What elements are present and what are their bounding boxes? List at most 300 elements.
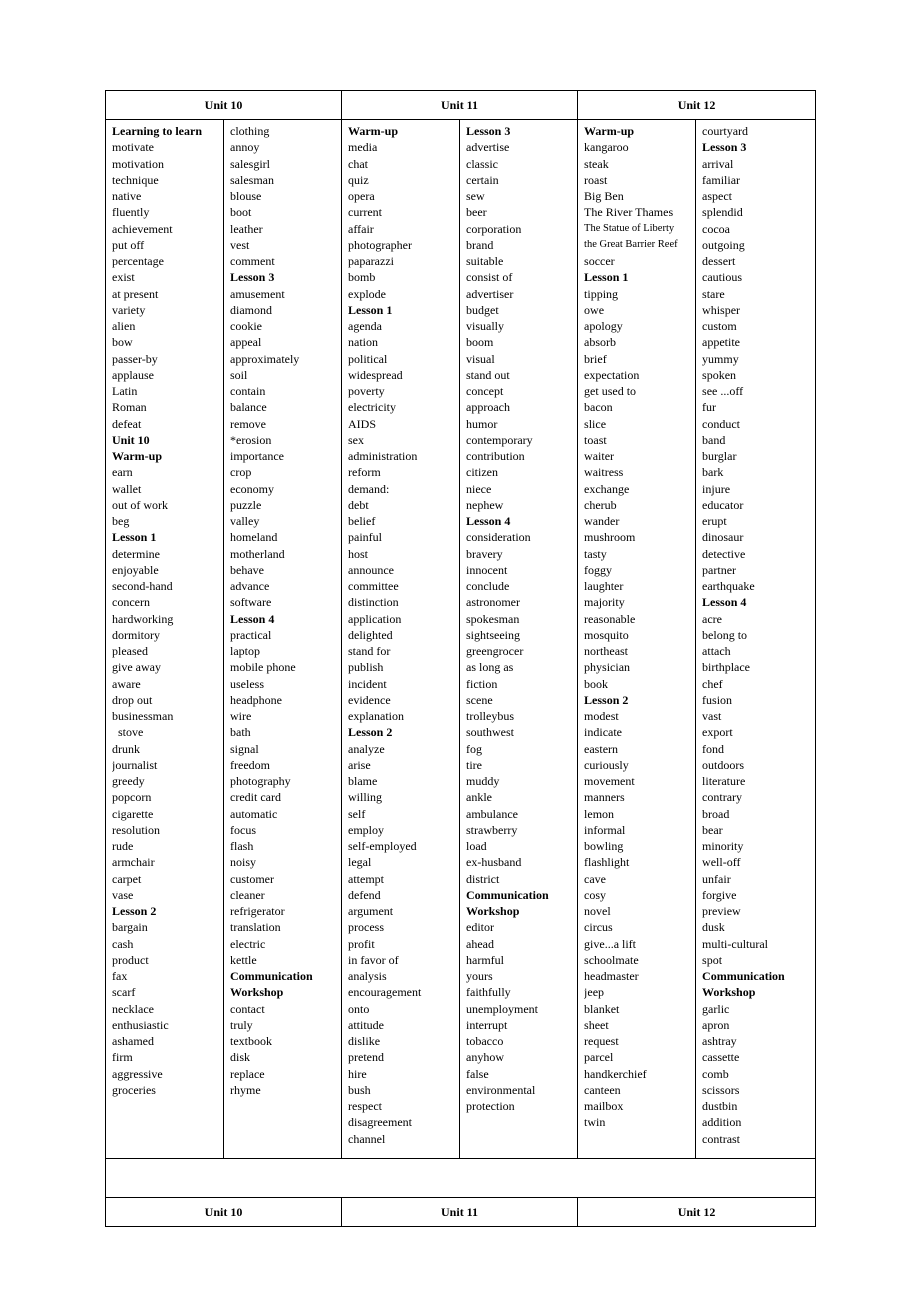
vocab-word: novel (584, 904, 611, 918)
vocab-word: tire (466, 757, 483, 772)
vocab-word: mobile phone (230, 660, 296, 675)
vocab-word: ashamed (112, 1034, 154, 1048)
vocab-word: current (348, 205, 382, 220)
vocab-word: necklace (112, 1001, 154, 1016)
vocab-word: contain (230, 384, 266, 398)
section-heading: Learning to learn (112, 124, 202, 138)
vocab-word: informal (584, 822, 626, 837)
vocab-word: leather (230, 221, 263, 236)
vocab-word: scissors (702, 1082, 740, 1097)
vocab-word: get used to (584, 384, 637, 398)
vocab-word: circus (584, 920, 613, 935)
vocab-word: dormitory (112, 627, 160, 642)
vocab-word: partner (702, 562, 737, 577)
vocab-word: reasonable (584, 611, 636, 626)
vocab-word: apology (584, 319, 623, 333)
section-heading: Communication (466, 887, 549, 902)
vocab-word: fur (702, 400, 717, 415)
vocab-word: corporation (466, 221, 522, 236)
section-heading: Warm-up (112, 449, 163, 463)
vocab-word: amusement (230, 286, 285, 301)
vocabulary-table (105, 90, 816, 1227)
vocab-word: chef (702, 676, 723, 691)
vocab-word: signal (230, 741, 259, 756)
vocab-word: drop out (112, 692, 153, 707)
vocab-word: see ...off (702, 384, 744, 398)
vocab-word: cassette (702, 1050, 740, 1065)
section-heading: Workshop (702, 985, 756, 1000)
vocab-word: protection (466, 1099, 515, 1113)
vocab-word: nation (348, 335, 379, 350)
vocab-word: textbook (230, 1034, 272, 1048)
vocab-word: blouse (230, 189, 262, 203)
vocab-word: boom (466, 335, 494, 350)
vocab-word: defend (348, 887, 381, 902)
vocab-word: contrast (702, 1131, 741, 1146)
vocab-word: bomb (348, 270, 376, 285)
vocab-word: dusk (702, 920, 725, 935)
vocab-word: schoolmate (584, 952, 639, 967)
section-heading: Lesson 4 (230, 611, 275, 626)
vocab-word: diamond (230, 302, 272, 317)
vocab-word: modest (584, 709, 619, 723)
vocab-word: educator (702, 497, 744, 512)
vocab-word: blanket (584, 1001, 620, 1016)
vocab-word: truly (230, 1017, 253, 1032)
vocab-word: tobacco (466, 1034, 504, 1048)
vocab-word: cocoa (702, 221, 731, 236)
vocab-word: yummy (702, 351, 739, 366)
vocab-word: poverty (348, 384, 385, 398)
vocab-word: Latin (112, 384, 138, 398)
vocab-word: delighted (348, 627, 393, 642)
vocab-word: bear (702, 822, 723, 837)
word-column-5 (578, 120, 696, 1159)
vocab-word: rhyme (230, 1082, 261, 1097)
vocab-word: environmental (466, 1082, 536, 1097)
vocab-word: behave (230, 562, 264, 577)
vocab-word: flash (230, 839, 254, 853)
vocab-word: erupt (702, 514, 727, 528)
vocab-word: crop (230, 465, 252, 480)
vocab-word: canteen (584, 1082, 621, 1097)
vocab-word: movement (584, 774, 635, 788)
vocab-word: humor (466, 416, 498, 431)
vocab-word: approach (466, 400, 510, 415)
vocab-word: cash (112, 936, 134, 951)
vocab-word: load (466, 839, 487, 853)
vocab-word: wander (584, 514, 620, 528)
spacer-row (106, 1159, 816, 1198)
vocab-word: homeland (230, 530, 278, 545)
vocab-word: photography (230, 774, 291, 788)
vocab-word: aware (112, 676, 141, 691)
vocab-word: willing (348, 790, 383, 805)
vocab-word: painful (348, 530, 383, 545)
vocab-word: scene (466, 692, 493, 707)
vocab-word: band (702, 432, 726, 447)
vocab-word: belief (348, 514, 376, 528)
section-heading: Communication (702, 969, 785, 983)
vocab-word: kettle (230, 952, 257, 967)
vocab-word: request (584, 1034, 619, 1048)
vocab-word: Roman (112, 400, 147, 415)
vocab-word: cave (584, 871, 607, 886)
vocab-word: respect (348, 1099, 382, 1113)
vocab-word: greedy (112, 774, 145, 788)
vocab-word: photographer (348, 237, 412, 252)
section-heading: Communication (230, 969, 313, 983)
vocab-word: minority (702, 839, 744, 853)
section-heading: Lesson 3 (702, 140, 747, 155)
vocab-word: self-employed (348, 839, 417, 853)
vocab-word: aspect (702, 189, 733, 203)
vocab-word: advance (230, 579, 270, 593)
vocab-word: district (466, 871, 500, 886)
vocab-word: ankle (466, 790, 493, 805)
vocab-word: slice (584, 416, 607, 431)
vocab-word: custom (702, 319, 737, 333)
vocab-word: dinosaur (702, 530, 744, 545)
vocab-word: dustbin (702, 1099, 738, 1113)
vocab-word: greengrocer (466, 644, 524, 658)
vocab-word: detective (702, 546, 746, 561)
vocab-word: self (348, 806, 366, 821)
vocab-word: stare (702, 286, 725, 301)
vocab-word: belong to (702, 627, 748, 642)
vocab-word: defeat (112, 416, 142, 431)
vocab-word: chat (348, 156, 369, 171)
vocab-word: hire (348, 1066, 367, 1081)
vocab-word: practical (230, 627, 272, 642)
vocab-word: earn (112, 465, 133, 480)
vocab-word: literature (702, 774, 746, 788)
section-heading: Lesson 4 (466, 514, 511, 528)
vocab-word: parcel (584, 1050, 614, 1065)
vocab-word: native (112, 189, 142, 203)
vocab-word: opera (348, 189, 375, 203)
vocab-word: spokesman (466, 611, 520, 626)
vocab-word: disagreement (348, 1115, 412, 1130)
vocab-word: cosy (584, 887, 607, 902)
vocab-word: visual (466, 351, 495, 366)
vocab-word: earthquake (702, 579, 755, 593)
vocab-word: bravery (466, 546, 503, 561)
vocab-word: legal (348, 855, 372, 870)
vocab-word: replace (230, 1066, 265, 1081)
vocab-word: electric (230, 936, 266, 951)
vocab-word: burglar (702, 449, 737, 463)
vocab-word: vest (230, 237, 250, 252)
vocab-word: groceries (112, 1082, 156, 1097)
unit-12-header: Unit 12 (578, 91, 816, 120)
vocab-word: affair (348, 221, 374, 236)
vocab-word: AIDS (348, 416, 377, 431)
vocab-word: bacon (584, 400, 613, 415)
vocab-word: onto (348, 1001, 370, 1016)
vocab-word: brief (584, 351, 607, 366)
vocab-word: stand for (348, 644, 391, 658)
vocab-word: laptop (230, 644, 260, 658)
vocab-word: analyze (348, 741, 385, 756)
vocab-word: electricity (348, 400, 396, 415)
vocab-word: southwest (466, 725, 515, 740)
vocab-word: headphone (230, 692, 282, 707)
vocab-word: arrival (702, 156, 734, 171)
vocab-word: wire (230, 709, 252, 723)
vocab-word: fusion (702, 692, 733, 707)
word-column-3 (342, 120, 460, 1159)
vocab-word: cigarette (112, 806, 154, 821)
vocab-word: explanation (348, 709, 404, 723)
vocab-word: manners (584, 790, 625, 805)
header-row (106, 91, 816, 120)
vocab-word: applause (112, 367, 154, 382)
vocab-word: whisper (702, 302, 741, 317)
vocab-word: bath (230, 725, 251, 740)
vocab-word: laughter (584, 579, 624, 593)
vocab-word: attitude (348, 1017, 385, 1032)
vocab-word: profit (348, 936, 375, 951)
vocab-word: encouragement (348, 985, 422, 1000)
vocab-word: fiction (466, 676, 498, 691)
vocab-word: as long as (466, 660, 514, 675)
section-heading: Lesson 3 (230, 270, 275, 285)
vocab-word: citizen (466, 465, 498, 480)
vocab-word: customer (230, 871, 274, 886)
section-heading: Lesson 3 (466, 124, 511, 138)
section-heading: Warm-up (584, 124, 635, 138)
vocab-word: apron (702, 1017, 730, 1032)
vocab-word: scarf (112, 985, 136, 1000)
vocab-word: noisy (230, 855, 257, 870)
vocab-word: in favor of (348, 952, 399, 967)
vocab-word: agenda (348, 319, 382, 333)
vocab-word: announce (348, 562, 394, 577)
vocab-word: toast (584, 432, 607, 447)
vocab-word: majority (584, 595, 625, 610)
vocab-word: focus (230, 822, 256, 837)
vocab-word: ashtray (702, 1034, 737, 1048)
vocab-word: blame (348, 774, 378, 788)
section-heading: Unit 10 (112, 432, 150, 447)
vocab-word: committee (348, 579, 399, 593)
vocab-word: concern (112, 595, 150, 610)
vocab-word: argument (348, 904, 394, 918)
vocab-word: firm (112, 1050, 133, 1065)
vocab-word: aggressive (112, 1066, 163, 1081)
vocab-word: addition (702, 1115, 742, 1130)
vocab-word: book (584, 676, 609, 691)
vocab-word: handkerchief (584, 1066, 647, 1081)
vocab-word: consist of (466, 270, 513, 285)
vocab-word: brand (466, 237, 494, 252)
vocab-word: percentage (112, 254, 164, 268)
vocab-word: niece (466, 481, 492, 496)
vocab-word: resolution (112, 822, 160, 837)
footer-row (106, 1198, 816, 1227)
vocab-word: bowling (584, 839, 624, 853)
vocab-word: innocent (466, 562, 508, 577)
vocab-word: visually (466, 319, 505, 333)
vocab-word: quiz (348, 172, 369, 187)
vocab-word: enthusiastic (112, 1017, 169, 1032)
vocab-word: passer-by (112, 351, 158, 366)
vocab-word: bow (112, 335, 133, 350)
vocab-word: yours (466, 969, 493, 983)
vocab-word: indicate (584, 725, 623, 740)
vocab-word: comment (230, 254, 275, 268)
vocab-word: the Great Barrier Reef (584, 238, 678, 250)
vocab-word: birthplace (702, 660, 751, 675)
vocab-word: out of work (112, 497, 168, 512)
section-heading: Lesson 4 (702, 595, 747, 610)
vocab-word: political (348, 351, 388, 366)
vocab-word: salesgirl (230, 156, 270, 171)
unit-11-header: Unit 11 (342, 91, 578, 120)
vocab-word: variety (112, 302, 146, 317)
vocab-word: twin (584, 1115, 606, 1130)
vocab-word: fax (112, 969, 128, 983)
vocab-word: mushroom (584, 530, 636, 545)
vocab-word: freedom (230, 757, 270, 772)
vocab-word: preview (702, 904, 741, 918)
vocab-word: at present (112, 286, 159, 301)
vocab-word: publish (348, 660, 384, 675)
vocab-word: appeal (230, 335, 262, 350)
vocab-word: forgive (702, 887, 737, 902)
vocab-word: editor (466, 920, 495, 935)
vocab-word: sew (466, 189, 485, 203)
vocab-word: hardworking (112, 611, 174, 626)
vocab-word: northeast (584, 644, 629, 658)
vocab-word: carpet (112, 871, 142, 886)
vocab-word: spoken (702, 367, 737, 382)
vocab-word: drunk (112, 741, 140, 756)
vocab-word: motivate (112, 140, 154, 155)
vocab-word: widespread (348, 367, 403, 382)
vocab-word: application (348, 611, 402, 626)
vocab-word: soccer (584, 254, 615, 268)
vocab-word: cherub (584, 497, 617, 512)
unit-10-footer: Unit 10 (106, 1198, 342, 1227)
vocab-word: jeep (584, 985, 605, 1000)
section-heading: Lesson 1 (584, 270, 629, 285)
vocab-word: demand: (348, 481, 390, 496)
vocab-word: appetite (702, 335, 741, 350)
empty-cell (106, 1159, 816, 1198)
vocab-word: employ (348, 822, 385, 837)
vocab-word: bush (348, 1082, 371, 1097)
vocab-word: sex (348, 432, 365, 447)
vocab-word: puzzle (230, 497, 262, 512)
vocab-word: salesman (230, 172, 274, 187)
vocab-word: enjoyable (112, 562, 159, 577)
vocab-word: faithfully (466, 985, 511, 1000)
vocab-word: waiter (584, 449, 615, 463)
vocab-word: comb (702, 1066, 729, 1081)
vocab-word: well-off (702, 855, 741, 870)
vocab-word: trolleybus (466, 709, 515, 723)
vocab-word: outdoors (702, 757, 745, 772)
vocab-word: concept (466, 384, 504, 398)
section-heading: Workshop (230, 985, 284, 1000)
vocab-word: technique (112, 172, 159, 187)
vocab-word: useless (230, 676, 264, 691)
vocab-word: false (466, 1066, 489, 1081)
vocab-word: contemporary (466, 432, 533, 447)
vocab-word: bargain (112, 920, 148, 935)
vocab-word: motivation (112, 156, 164, 171)
vocab-word: evidence (348, 692, 391, 707)
section-heading: Lesson 1 (112, 530, 157, 545)
vocab-word: garlic (702, 1001, 730, 1016)
vocab-word: certain (466, 172, 499, 187)
vocab-word: explode (348, 286, 387, 301)
vocab-word: *erosion (230, 432, 272, 447)
vocab-word: bark (702, 465, 724, 480)
section-heading: Workshop (466, 904, 520, 918)
vocab-word: The Statue of Liberty (584, 222, 675, 234)
vocab-word: sightseeing (466, 627, 521, 642)
vocab-word: conclude (466, 579, 510, 593)
vocab-word: tipping (584, 286, 619, 301)
vocab-word: approximately (230, 351, 300, 366)
vocab-word: familiar (702, 172, 741, 187)
vocab-word: channel (348, 1131, 386, 1146)
vocab-word: process (348, 920, 385, 935)
vocab-word: courtyard (702, 124, 749, 138)
vocab-word: interrupt (466, 1017, 508, 1032)
word-column-1 (106, 120, 224, 1159)
vocab-word: debt (348, 497, 369, 512)
vocab-word: budget (466, 302, 499, 317)
vocab-word: contribution (466, 449, 525, 463)
vocab-word: acre (702, 611, 723, 626)
unit-10-header: Unit 10 (106, 91, 342, 120)
section-heading: Lesson 2 (348, 725, 393, 740)
vocab-word: vast (702, 709, 722, 723)
vocab-word: lemon (584, 806, 615, 821)
vocab-word: mosquito (584, 627, 629, 642)
vocab-word: curiously (584, 757, 629, 772)
vocab-word: mailbox (584, 1099, 624, 1113)
vocab-word: multi-cultural (702, 936, 769, 951)
vocab-word: absorb (584, 335, 617, 350)
vocab-word: ambulance (466, 806, 518, 821)
unit-12-footer: Unit 12 (578, 1198, 816, 1227)
vocab-word: physician (584, 660, 631, 675)
vocab-word: automatic (230, 806, 278, 821)
vocab-word: flashlight (584, 855, 630, 870)
vocab-word: distinction (348, 595, 399, 610)
vocab-word: economy (230, 481, 274, 496)
vocab-word: waitress (584, 465, 624, 480)
vocab-word: broad (702, 806, 730, 821)
vocab-word: rude (112, 839, 134, 853)
section-heading: Lesson 1 (348, 302, 393, 317)
vocab-word: achievement (112, 221, 173, 236)
vocab-word: advertiser (466, 286, 514, 301)
word-column-2 (224, 120, 342, 1159)
vocab-word: attach (702, 644, 731, 658)
vocab-word: strawberry (466, 822, 518, 837)
vocab-word: vase (112, 887, 134, 902)
vocab-word: valley (230, 514, 260, 528)
vocab-word: second-hand (112, 579, 173, 593)
vocab-word: remove (230, 416, 266, 431)
vocab-word: pretend (348, 1050, 384, 1065)
